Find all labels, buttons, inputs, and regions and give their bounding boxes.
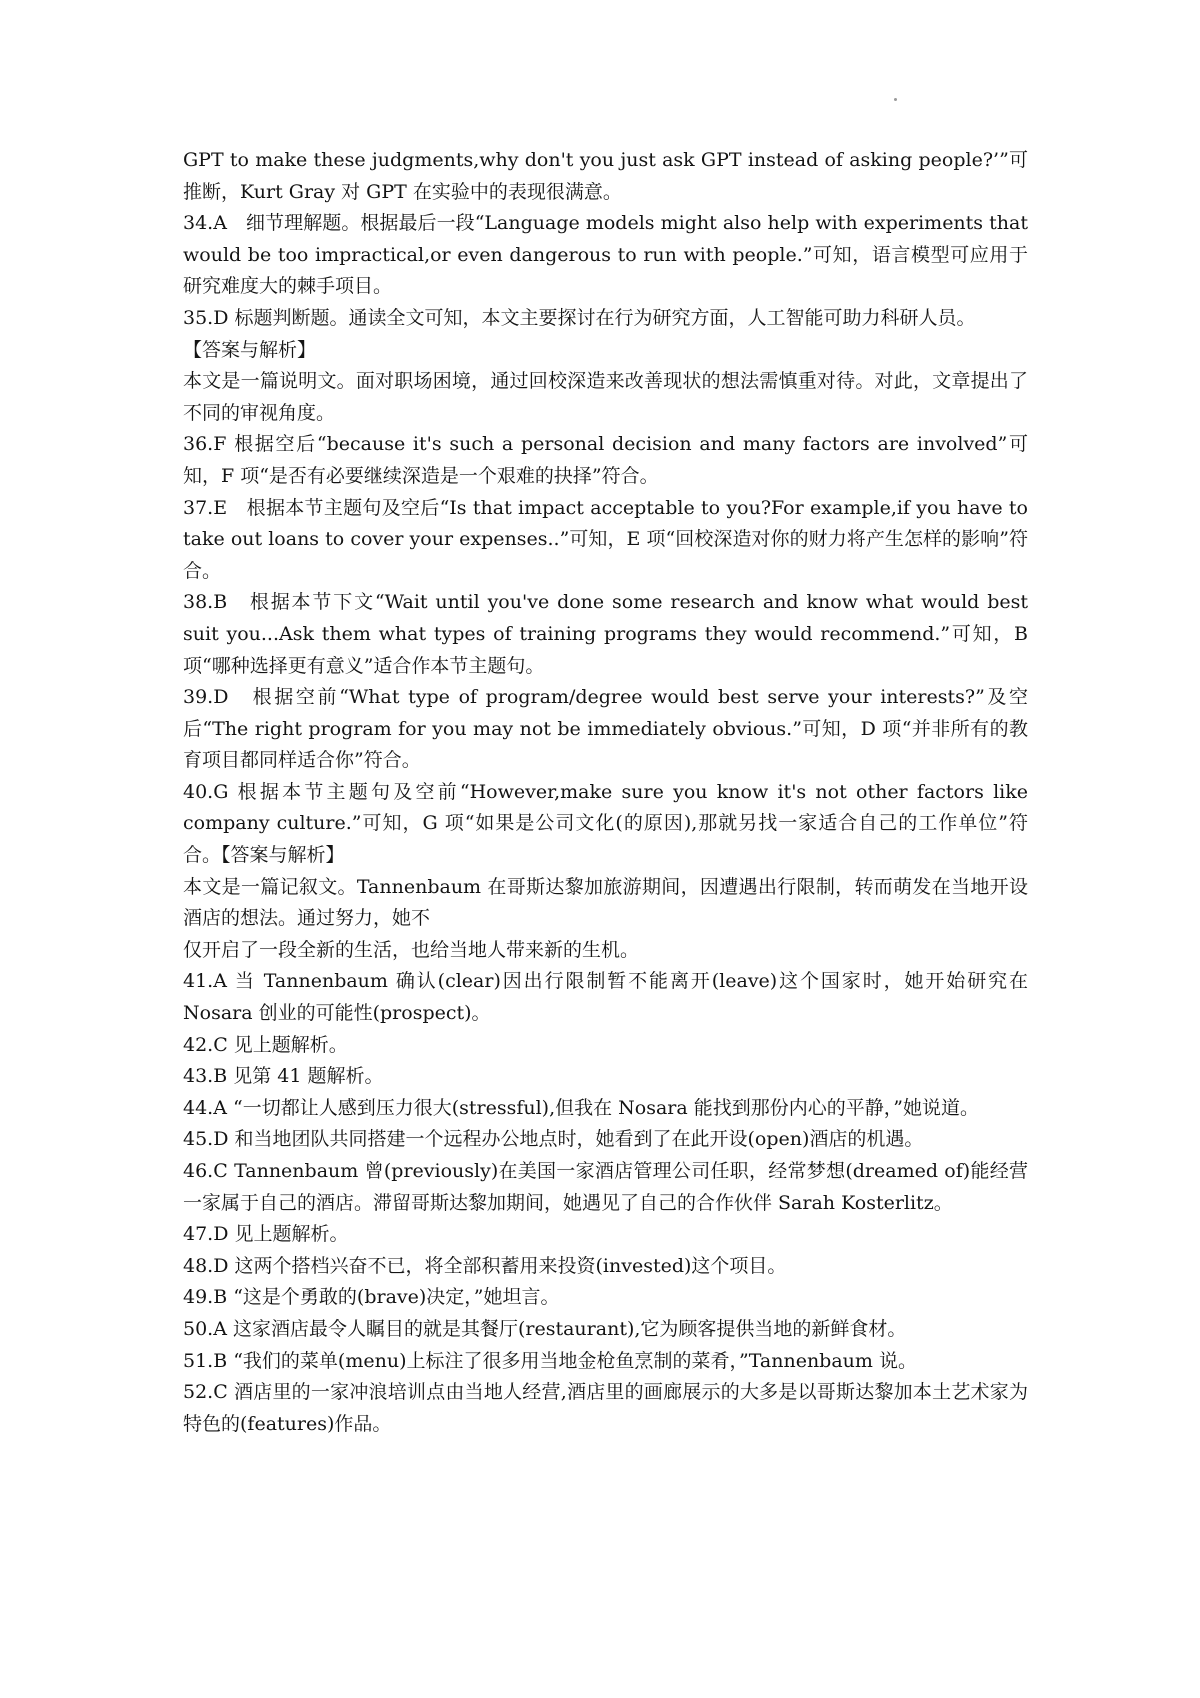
paragraph: 43.B 见第 41 题解析。 xyxy=(183,1065,384,1088)
paragraph: 37.E 根据本节主题句及空后“Is that impact acceptable to you?For example,if you have to take out loans to cover your expenses..”可知，E 项“回校深造对你的财力将产生怎样的影响”符合。 xyxy=(183,496,1028,582)
paragraph: 45.D 和当地团队共同搭建一个远程办公地点时，她看到了在此开设(open)酒店的机遇。 xyxy=(183,1128,924,1151)
paragraph: 52.C 酒店里的一家冲浪培训点由当地人经营,酒店里的画廊展示的大多是以哥斯达黎加本土艺术家为特色的(features)作品。 xyxy=(183,1381,1028,1435)
paragraph: 本文是一篇说明文。面对职场困境，通过回校深造来改善现状的想法需慎重对待。对此，文章提出了不同的审视角度。 xyxy=(183,370,1028,424)
section-heading: 【答案与解析】 xyxy=(183,338,317,361)
paragraph: 51.B “我们的菜单(menu)上标注了很多用当地金枪鱼烹制的菜肴，”Tannenbaum 说。 xyxy=(183,1349,917,1372)
paragraph: 本文是一篇记叙文。Tannenbaum 在哥斯达黎加旅游期间，因遭遇出行限制，转而萌发在当地开设酒店的想法。通过努力，她不 xyxy=(183,875,1028,930)
paragraph: 46.C Tannenbaum 曾(previously)在美国一家酒店管理公司任职，经常梦想(dreamed of)能经营一家属于自己的酒店。滞留哥斯达黎加期间，她遇见了自己的合作伙伴 Sarah Kosterlitz。 xyxy=(183,1160,1028,1214)
paragraph: 38.B 根据本节下文“Wait until you've done some research and know what would best suit you...Ask them what types of training programs they would recommend.”可知，B 项“哪种选择更有意义”适合作本节主题句。 xyxy=(183,591,1028,677)
paragraph: 35.D 标题判断题。通读全文可知，本文主要探讨在行为研究方面，人工智能可助力科研人员。 xyxy=(183,306,976,329)
paragraph: 44.A “一切都让人感到压力很大(stressful),但我在 Nosara 能找到那份内心的平静，”她说道。 xyxy=(183,1096,979,1119)
corner-dot xyxy=(894,98,897,101)
paragraph: 50.A 这家酒店最令人瞩目的就是其餐厅(restaurant),它为顾客提供当地的新鲜食材。 xyxy=(183,1317,907,1340)
paragraph: 40.G 根据本节主题句及空前“However,make sure you know it's not other factors like company culture.”可知，G 项“如果是公司文化(的原因),那就另找一家适合自己的工作单位”符合。【答案与解析】 xyxy=(183,780,1028,867)
paragraph: 49.B “这是个勇敢的(brave)决定，”她坦言。 xyxy=(183,1286,560,1309)
paragraph: GPT to make these judgments,why don't you just ask GPT instead of asking people?’”可推断，Kurt Gray 对 GPT 在实验中的表现很满意。 xyxy=(183,149,1028,203)
paragraph: 48.D 这两个搭档兴奋不已，将全部积蓄用来投资(invested)这个项目。 xyxy=(183,1254,787,1277)
paragraph: 34.A 细节理解题。根据最后一段“Language models might also help with experiments that would be too impractical,or even dangerous to run with people.”可知，语言模型可应用于研究难度大的棘手项目。 xyxy=(183,212,1028,298)
paragraph: 41.A 当 Tannenbaum 确认(clear)因出行限制暂不能离开(leave)这个国家时，她开始研究在 Nosara 创业的可能性(prospect)。 xyxy=(183,970,1028,1025)
paragraph: 仅开启了一段全新的生活，也给当地人带来新的生机。 xyxy=(183,938,640,961)
paragraph: 39.D 根据空前“What type of program/degree would best serve your interests?”及空后“The right program for you may not be immediately obvious.”可知，D 项“并非所有的教育项目都同样适合你”符合。 xyxy=(183,686,1028,772)
document-body xyxy=(183,145,1028,1440)
paragraph: 42.C 见上题解析。 xyxy=(183,1033,348,1056)
paragraph: 36.F 根据空后“because it's such a personal decision and many factors are involved”可知，F 项“是否有必要继续深造是一个艰难的抉择”符合。 xyxy=(183,433,1028,487)
paragraph: 47.D 见上题解析。 xyxy=(183,1223,349,1246)
